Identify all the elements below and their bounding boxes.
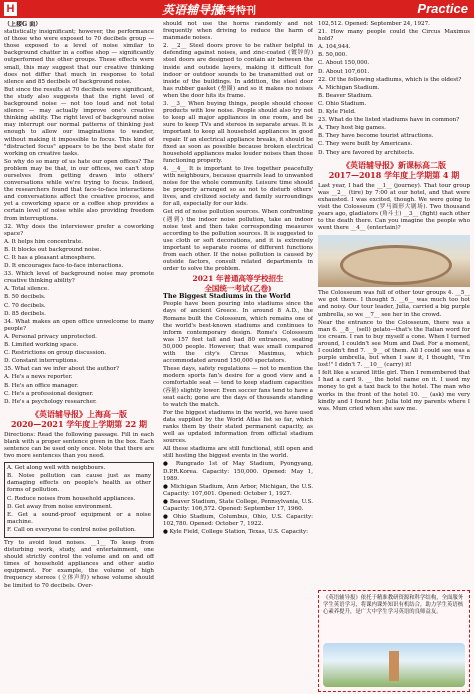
paper-name: 英语辅导报 bbox=[162, 3, 223, 17]
article-title: The Biggest Stadiums in the World bbox=[163, 292, 291, 301]
option: B. It blocks out background noise. bbox=[4, 246, 102, 253]
issue-label: 高考特刊 bbox=[216, 6, 256, 17]
option: A. Michigan Stadium. bbox=[318, 84, 380, 91]
section-letter-badge: H bbox=[4, 2, 17, 16]
box-item: B. Noise pollution can cause just as many damaging effects on people's health as other forms of pollution. bbox=[7, 473, 151, 494]
tower-icon bbox=[389, 651, 399, 681]
edition-heading: 《英语辅导报》新课标高二版 2017—2018 学年度上学期第 4 期 bbox=[328, 159, 460, 180]
option: B. He's an office manager. bbox=[4, 382, 79, 389]
box-item: F. Call on everyone to control noise pollution. bbox=[7, 526, 136, 533]
paragraph: 4. __4__ It is important to live together peacefully with neighbours, because quarrels lead to unwanted noise for the whole community. Leisure time should be properly arranged so as not to disturb others' lives, and civilized society and family surroundings for all, especially for our kids. bbox=[163, 165, 313, 208]
option: C. About 150,000. bbox=[318, 60, 370, 67]
paragraph: statistically insignificant; however, the performance of those who were exposed to 70 decibels group — those exposed to a level of noise similar to background chatter in a coffee shop — significantly outperformed the other groups. These effects were small, this may suggest that our creative thinking does not differ that much in response to total silence and 85 decibels of background noise. bbox=[4, 29, 154, 85]
paragraph: So why do so many of us hate our open offices? The problem may be that, in our offices, we can't stop ourselves from getting drawn into others' conversations while we're trying to focus. Indeed, the researchers found that face-to-face interactions and conversations affect the creative process, and yet a coworking space or a coffee shop provides a certain level of noise while also providing freedom from interruptions. bbox=[4, 158, 154, 222]
option: D. They are favored by architects. bbox=[318, 149, 415, 156]
promo-illustration bbox=[323, 643, 465, 687]
option: C. Restrictions on group discussion. bbox=[4, 350, 107, 357]
promo-text: 《英语辅导报》依托于精准教研资源和科学结构，全面服务学生英语学习，将课内课外知识有机结合，助力学生英语核心素养提升，是广大中学生学习英语的良师益友。 bbox=[323, 595, 464, 615]
paragraph: 2. __2__ Steel doors prove to be rather helpful in defending against noises, and zinc-coated (镀锌的) steel doors are designed to contain air between the inside and outside layers, making it difficult for indoor or outdoor sounds to be transmitted out or inside of the buildings. In addition, the steel door has rubber gasket (垫圈) and so it makes no noises when the door hits its frame. bbox=[163, 43, 313, 99]
box-item: E. Get a sound-proof equipment or a noise machine. bbox=[7, 511, 151, 525]
section-title: Practice bbox=[417, 1, 468, 16]
box-item: C. Reduce noises from household appliances. bbox=[7, 495, 136, 502]
option: D. It encourages face-to-face interactions. bbox=[4, 263, 124, 270]
option: C. He's a professional designer. bbox=[4, 390, 94, 397]
edition-heading: 《英语辅导报》上海高一版 2020—2021 学年度上学期第 22 期 bbox=[10, 408, 148, 429]
paragraph: Last year, I had the __1__ (journey). That tour group was __2__ (tire) by 7:00 at our hotel, and that were exhausted. I was excited, though. We were going to visit the Colosseum (罗马圆形大剧场). Two thousand years ago, gladiators (角斗士) __3__ (fight) each other to the death there. Can you imagine the people who went there __4__ (entertain)? bbox=[318, 182, 470, 232]
paragraph: 102,512. Opened: September 24, 1927. bbox=[318, 21, 430, 27]
colosseum-photo bbox=[318, 235, 470, 287]
paragraph: But since the results at 70 decibels were significant, the study also suggests that the right level of background noise — not too loud and not total silence — may actually improve one's creative thinking ability. The right level of background noise may interrupt our normal patterns of thinking just enough to allow our imaginations to wander, without making it impossible to focus. This kind of "distracted focus" appears to be the best state for working on creative tasks. bbox=[4, 86, 154, 157]
question: 33. Which level of background noise may promote creative thinking ability? bbox=[4, 271, 154, 285]
column-left bbox=[4, 21, 154, 691]
option: B. 50 decibels. bbox=[4, 294, 46, 301]
option: A. He's a news reporter. bbox=[4, 374, 73, 381]
option: B. Beaver Stadium. bbox=[318, 92, 373, 99]
option: A. 104,944. bbox=[318, 44, 351, 51]
paragraph: I felt like a scared little girl. Then I remembered that I had a card 9. __ the hotel name on it. I used my money to get a taxi back to the hotel. The man who works in the front of the hotel 10. __ (ask) me very kindly and I found her. Julia told my parents where I was. Mum cried when she saw me. bbox=[318, 370, 470, 412]
page-header bbox=[0, 0, 474, 18]
option: C. They were built by Americans. bbox=[318, 141, 413, 148]
continued-label: （上接G 面） bbox=[4, 21, 42, 28]
paragraph: 3. __3__ When buying things, people should choose products with low noise. People should also try not to keep all major appliances in one room, and be sure to keep TVs and stereos in separate areas. It is important to keep all household appliances in good repair. If an electrical appliance breaks, it should be fixed as soon as possible because broken electrical household appliances make louder noises than those functioning properly. bbox=[163, 101, 313, 164]
stadium-item: ● Rungrado 1st of May Stadium, Pyongyang, D.P.R.Korea. Capacity: 150,000. Opened: May 1, 1989. bbox=[163, 461, 313, 482]
box-item: A. Get along well with neighbours. bbox=[7, 465, 106, 472]
question: 21. How many people could the Circus Maximus hold? bbox=[318, 29, 470, 43]
paragraph: The Colosseum was full of other tour groups 4. __5__ we got there. I thought 5. __6__ was much too hot and noisy. Our tour leader, Julia, carried a big purple umbrella, so we __7__ see her in the crowd. bbox=[318, 290, 470, 318]
box-item: D. Get away from noise environment. bbox=[7, 503, 113, 510]
option: C. It has a pleasant atmosphere. bbox=[4, 255, 96, 261]
question: 23. What do the listed stadiums have in common? bbox=[318, 117, 460, 124]
question: 34. What makes an open office unwelcome to many people? bbox=[4, 318, 154, 332]
question: 22. Of the following stadiums, which is the oldest? bbox=[318, 76, 462, 83]
paragraph: should not use the horns randomly and not frequently when driving to reduce the harm of manmade noises. bbox=[163, 21, 313, 42]
option: D. Kyle Field. bbox=[318, 109, 356, 116]
option: B. 50,000. bbox=[318, 52, 348, 59]
paragraph: Get rid of noise pollution sources. When confronting (遇到) the indoor noise pollution, take an indoor noise test and then take corresponding measures according to the pollution sources. It is suggested to use cloth or soft decorations, and it is extremely important to separate rooms of different functions from each other. If the noise pollution is caused by outside factors, consult related departments in order to solve the problem. bbox=[163, 209, 313, 273]
question: 35. What can we infer about the author? bbox=[4, 366, 120, 373]
option: C. Ohio Stadium. bbox=[318, 100, 367, 107]
option: A. Total silence. bbox=[4, 286, 49, 293]
option: D. About 107,601. bbox=[318, 68, 370, 75]
option: D. 85 decibels. bbox=[4, 310, 46, 317]
promo-box bbox=[318, 590, 470, 692]
option: B. They have become tourist attractions. bbox=[318, 133, 434, 140]
option: D. He's a psychology researcher. bbox=[4, 398, 97, 405]
option: A. They host big games. bbox=[318, 125, 386, 132]
paragraph: People have been pouring into stadiums since the days of ancient Greece. In around 8 A.D., the Romans built the Colosseum, which remains one of the world's best-known stadiums and continues to inform contemporary design. Rome's Colosseum was 157 feet tall and had 80 entrances, seating 50,000 people. However, that was small compared with the city's Circus Maximus, which accommodated around 150,000 spectators. bbox=[163, 301, 313, 365]
option: A. It helps him concentrate. bbox=[4, 238, 83, 245]
option: D. Constant interruptions. bbox=[4, 358, 79, 365]
paragraph: Near the entrance to the Colosseum, there was a man 6. __8__ (sell) gelato—that's the Italian word for ice cream. I ran to buy myself a cone. When I turned around, I couldn't see Mum and Dad. For a moment, I couldn't find 7. __9__ of them. All I could see was a purple umbrella, but when I saw it, I thought, "I'm lost!" I didn't 7. __10__ (carry) it! bbox=[318, 319, 470, 369]
column-middle bbox=[163, 21, 313, 691]
option: B. Limited working space. bbox=[4, 342, 79, 349]
stadium-item: ● Kyle Field, College Station, Texas, U.S. Capacity: bbox=[163, 529, 309, 536]
paragraph: All these stadiums are still functional, still open and still hosting the biggest events in the world. bbox=[163, 446, 313, 460]
sentence-box bbox=[4, 462, 154, 538]
colosseum-shape bbox=[340, 245, 452, 285]
option: A. Personal privacy unprotected. bbox=[4, 333, 97, 340]
paragraph: Try to avoid loud noises. __1__ To keep from disturbing work, study, and entertainment, one should strictly control the volume and on and off times of household appliances and other audio equipment. For example, the volume of high frequency stereos (立体声的) whose volume should be limited to 70 decibels. Over- bbox=[4, 540, 154, 589]
directions: Directions: Read the following passage. Fill in each blank with a proper sentence given in the box. Each sentence can be used only once. Note that there are two more sentences than you need. bbox=[4, 431, 154, 460]
question: 32. Why does the interviewer prefer a coworking space? bbox=[4, 223, 154, 237]
stadium-item: ● Michigan Stadium, Ann Arbor, Michigan, the U.S. Capacity: 107,601. Opened: October 1, 1927. bbox=[163, 483, 313, 497]
option: C. 70 decibels. bbox=[4, 302, 46, 309]
exam-heading: 2021 年普通高等学校招生 全国统一考试(乙卷) bbox=[192, 274, 284, 293]
paragraph: For the biggest stadiums in the world, we have used data supplied by the World Atlas list so far, which ranks them by their stated permanent capacity, as well as updated information from official stadium sources. bbox=[163, 409, 313, 445]
stadium-item: ● Beaver Stadium, State College, Pennsylvania, U.S. Capacity: 106,572. Opened: September 17, 1960. bbox=[163, 498, 313, 512]
stadium-item: ● Ohio Stadium, Columbus, Ohio, U.S. Capacity: 102,780. Opened: October 7, 1922. bbox=[163, 514, 313, 528]
paragraph: These days, safety regulations — not to mention the modern sports fan's desire for a good view and a comfortable seat — tend to keep stadium capacities (容量) slightly lower. Even soccer fans tend to have a seat each; gone are the days of thousands standing to watch the match. bbox=[163, 366, 313, 408]
